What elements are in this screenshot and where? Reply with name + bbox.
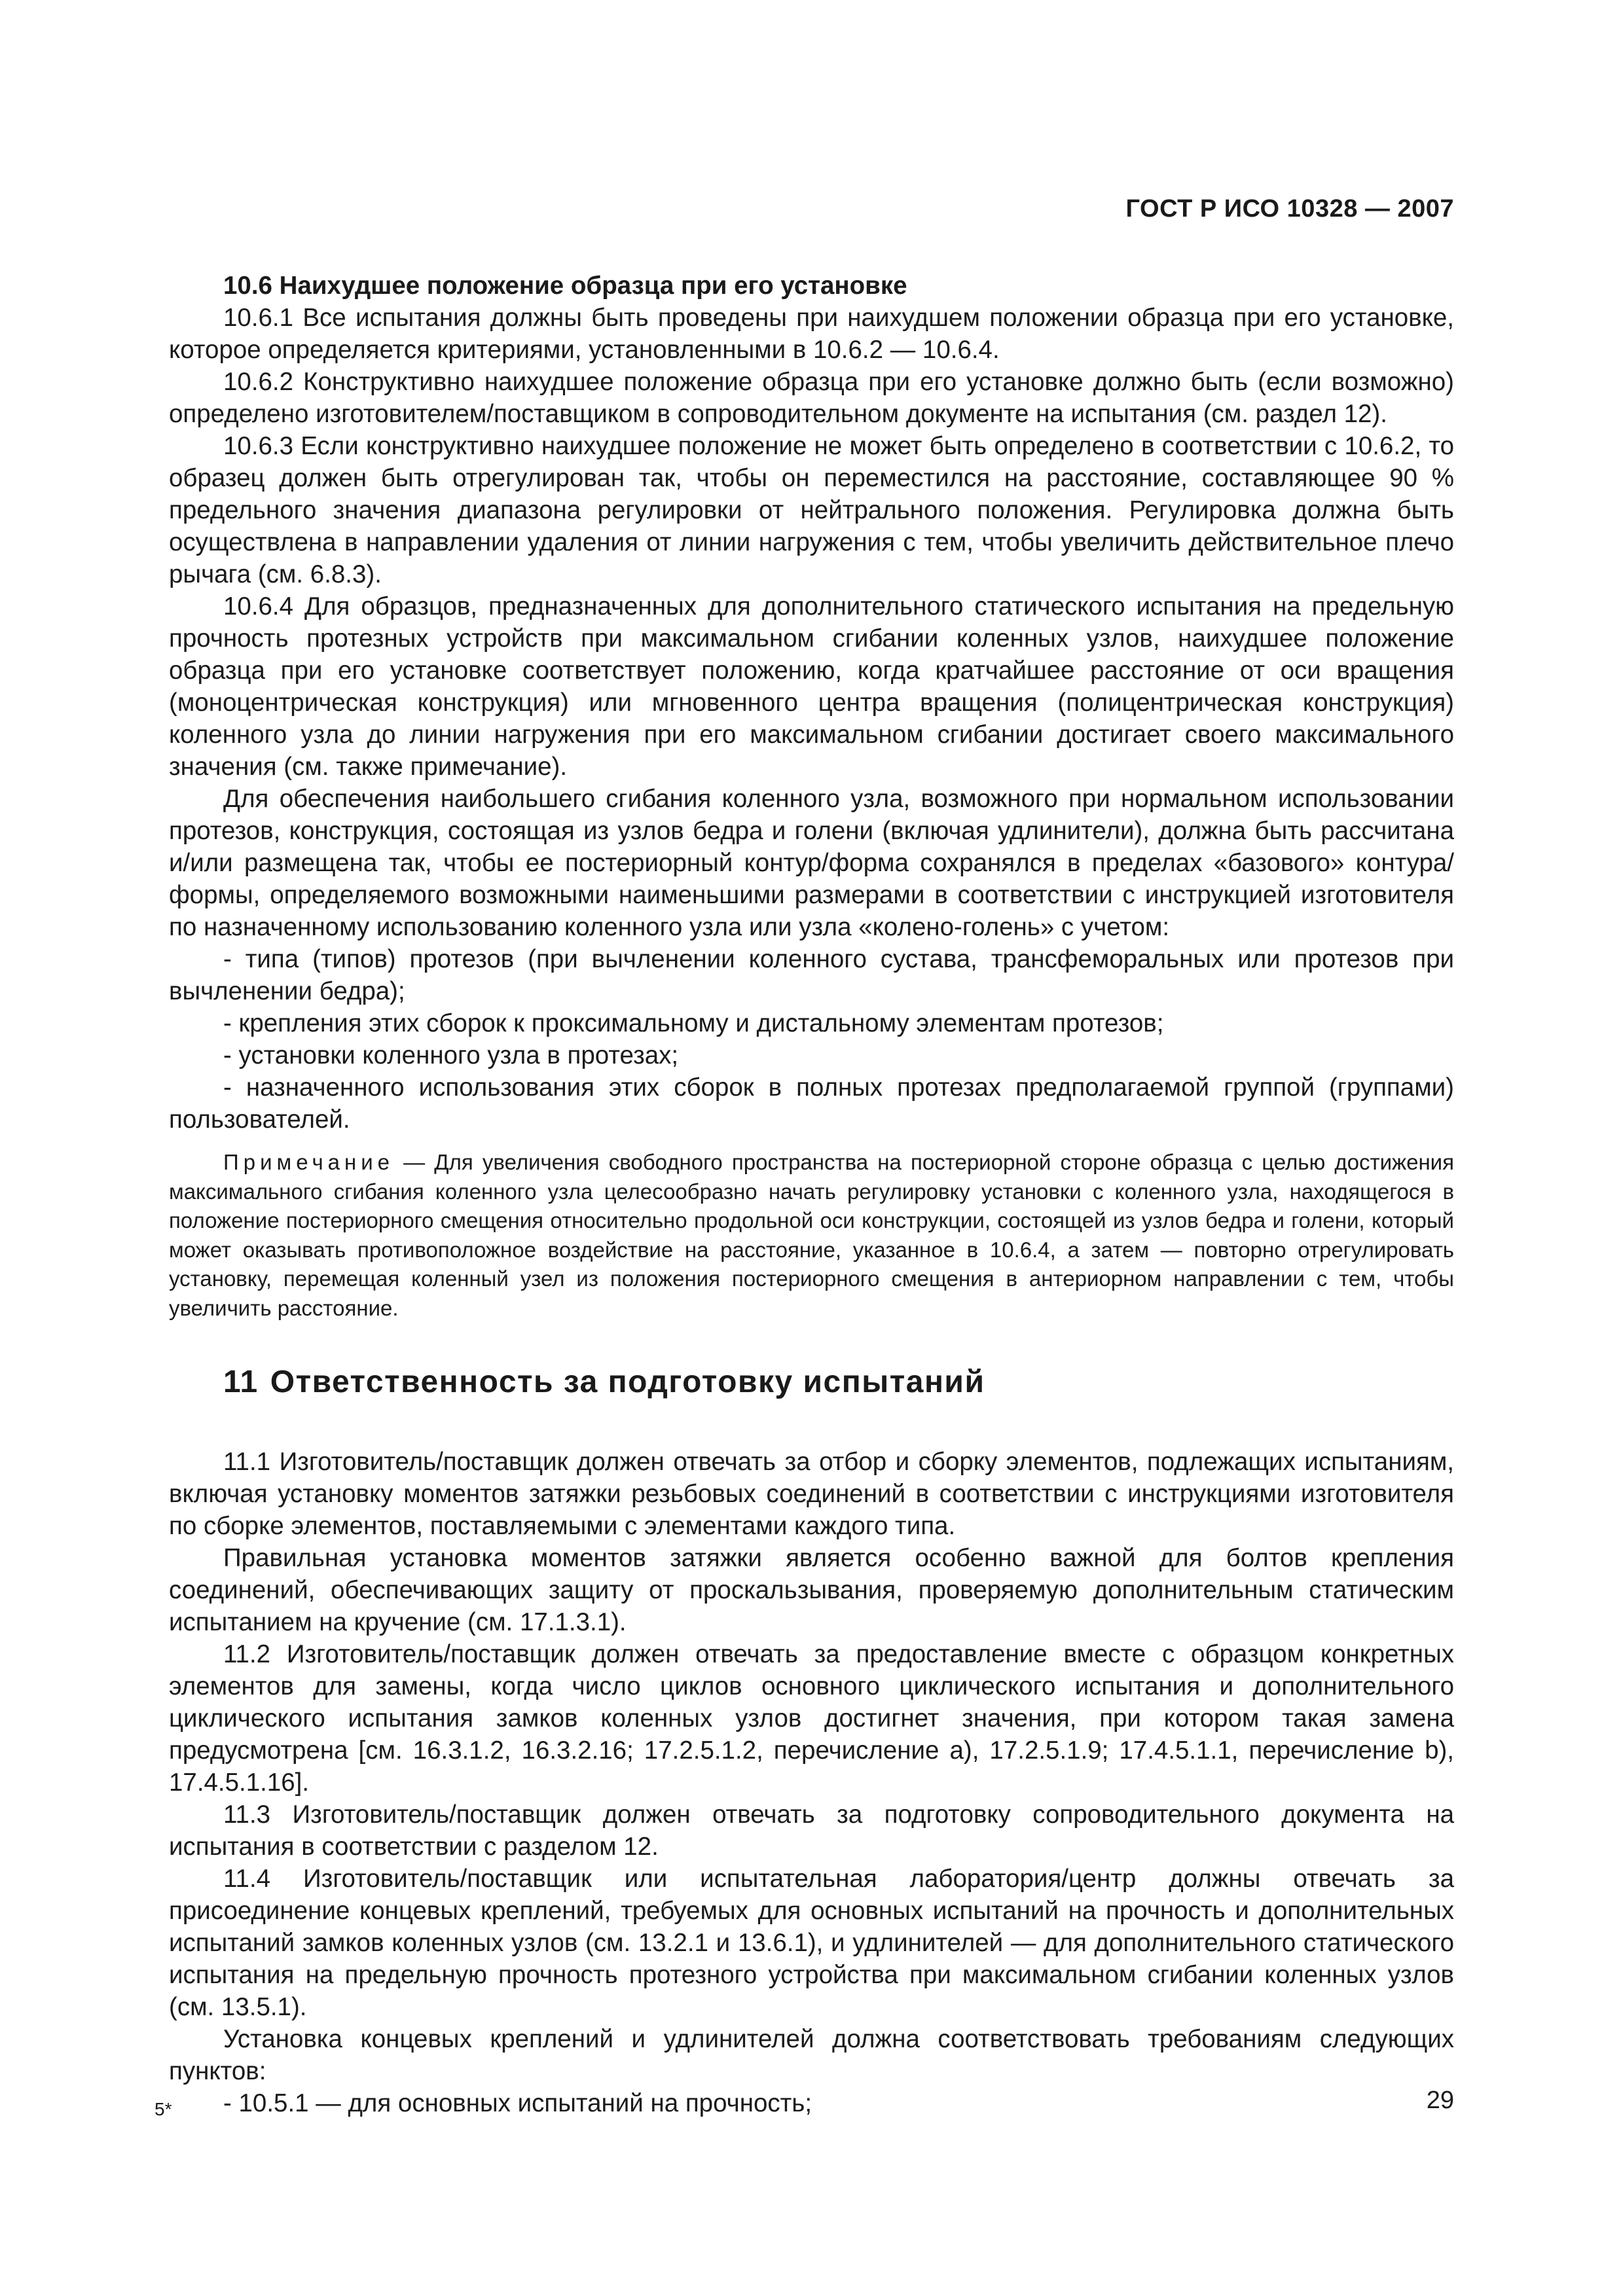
paragraph-torque: Правильная установка моментов затяжки является особенно важной для болтов крепления соединений, обеспечивающих защиту от проскальзывания, проверяемую дополнительным статическим испытанием на кручение (см. 17.1.3.1). xyxy=(169,1544,1454,1636)
list-item: - назначенного использования этих сборок в полных протезах предполагаемой группой (группами) пользователей. xyxy=(169,1073,1454,1134)
paragraph-11-3: 11.3 Изготовитель/поставщик должен отвечать за подготовку сопроводительного документа на испытания в соответствии с разделом 12. xyxy=(169,1801,1454,1861)
subsection-title: Наихудшее положение образца при его установке xyxy=(279,272,907,300)
paragraph-11-1: 11.1 Изготовитель/поставщик должен отвечать за отбор и сборку элементов, подлежащих испытаниям, включая установку моментов затяжки резьбовых соединений в соответствии с инструкциями изготовителя по сборке элементов, поставляемыми с элементами каждого типа. xyxy=(169,1448,1454,1540)
section-title: Ответственность за подготовку испытаний xyxy=(270,1365,985,1399)
paragraph-knee-flexion: Для обеспечения наибольшего сгибания коленного узла, возможного при нормальном использовании протезов, конструкция, состоящая из узлов бедра и голени (включая удлинители), должна быть рассчитана и/или размещена так, чтобы ее постериорный контур/форма сохранялся в пределах «базового» контура/формы, определяемого возможными наименьшими размерами в соответствии с инструкцией изготовителя по назначенному использованию коленного узла или узла «колено-голень» с учетом: xyxy=(169,785,1454,941)
note-text: — Для увеличения свободного пространства на постериорной стороне образца с целью достижения максимального сгибания коленного узла целесообразно начать регулировку установки с коленного узла, находящегося в положение постериорного смещения относительно продольной оси конструкции, состоящей из узлов бедра и голени, который может оказывать противоположное воздействие на расстояние, указанное в 10.6.4, а затем — повторно отрегулировать установку, перемещая коленный узел из положения постериорного смещения в антериорном направлении с тем, чтобы увеличить расстояние. xyxy=(169,1150,1454,1320)
section-number: 11 xyxy=(223,1365,259,1399)
note-label: Примечание xyxy=(223,1150,395,1174)
paragraph-10-6-3: 10.6.3 Если конструктивно наихудшее положение не может быть определено в соответствии с 10.6.2, то образец должен быть отрегулирован так, чтобы он переместился на расстояние, составляющее 90 % предельного значения диапазона регулировки от нейтрального положения. Регулировка должна быть осуществлена в направлении удаления от линии нагружения с тем, чтобы увеличить действительное плечо рычага (см. 6.8.3). xyxy=(169,432,1454,588)
page-body xyxy=(169,270,1454,2119)
list-item: - установки коленного узла в протезах; xyxy=(223,1041,679,1069)
subsection-number: 10.6 xyxy=(223,272,272,300)
standard-designation: ГОСТ Р ИСО 10328 — 2007 xyxy=(1125,195,1454,223)
paragraph-end-attachments: Установка концевых креплений и удлинителей должна соответствовать требованиям следующих пунктов: xyxy=(169,2025,1454,2085)
note-paragraph xyxy=(169,1148,1454,1323)
list-item: - 10.5.1 — для основных испытаний на прочность; xyxy=(223,2089,812,2117)
list-item: - типа (типов) протезов (при вычленении коленного сустава, трансфеморальных или протезов при вычленении бедра); xyxy=(169,945,1454,1005)
page-number: 29 xyxy=(1426,2087,1454,2114)
list-item: - крепления этих сборок к проксимальному и дистальному элементам протезов; xyxy=(223,1009,1164,1037)
paragraph-11-2: 11.2 Изготовитель/поставщик должен отвечать за предоставление вместе с образцом конкретных элементов для замены, когда число циклов основного циклического испытания и дополнительного циклического испытания замков коленных узлов достигнет значения, при котором такая замена предусмотрена [см. 16.3.1.2, 16.3.2.16; 17.2.5.1.2, перечисление а), 17.2.5.1.9; 17.4.5.1.1, перечисление b), 17.4.5.1.16]. xyxy=(169,1640,1454,1797)
paragraph-10-6-1: 10.6.1 Все испытания должны быть проведены при наихудшем положении образца при его установке, которое определяется критериями, установленными в 10.6.2 — 10.6.4. xyxy=(169,304,1454,364)
paragraph-10-6-4: 10.6.4 Для образцов, предназначенных для дополнительного статического испытания на предельную прочность протезных устройств при максимальном сгибании коленных узлов, наихудшее положение образца при его установке соответствует положению, когда кратчайшее расстояние от оси вращения (моноцентрическая конструкция) или мгновенного центра вращения (полицентрическая конструкция) коленного узла до линии нагружения при его максимальном сгибании достигает своего максимального значения (см. также примечание). xyxy=(169,592,1454,781)
section-heading-11 xyxy=(223,1364,1454,1401)
paragraph-10-6-2: 10.6.2 Конструктивно наихудшее положение образца при его установке должно быть (если возможно) определено изготовителем/поставщиком в сопроводительном документе на испытания (см. раздел 12). xyxy=(169,368,1454,428)
sheet-mark: 5* xyxy=(155,2099,172,2119)
subsection-heading-10-6 xyxy=(169,270,1454,302)
paragraph-11-4: 11.4 Изготовитель/поставщик или испытательная лаборатория/центр должны отвечать за присоединение концевых креплений, требуемых для основных испытаний на прочность и дополнительных испытаний замков коленных узлов (см. 13.2.1 и 13.6.1), и удлинителей — для дополнительного статического испытания на предельную прочность протезного устройства при максимальном сгибании коленных узлов (см. 13.5.1). xyxy=(169,1865,1454,2021)
